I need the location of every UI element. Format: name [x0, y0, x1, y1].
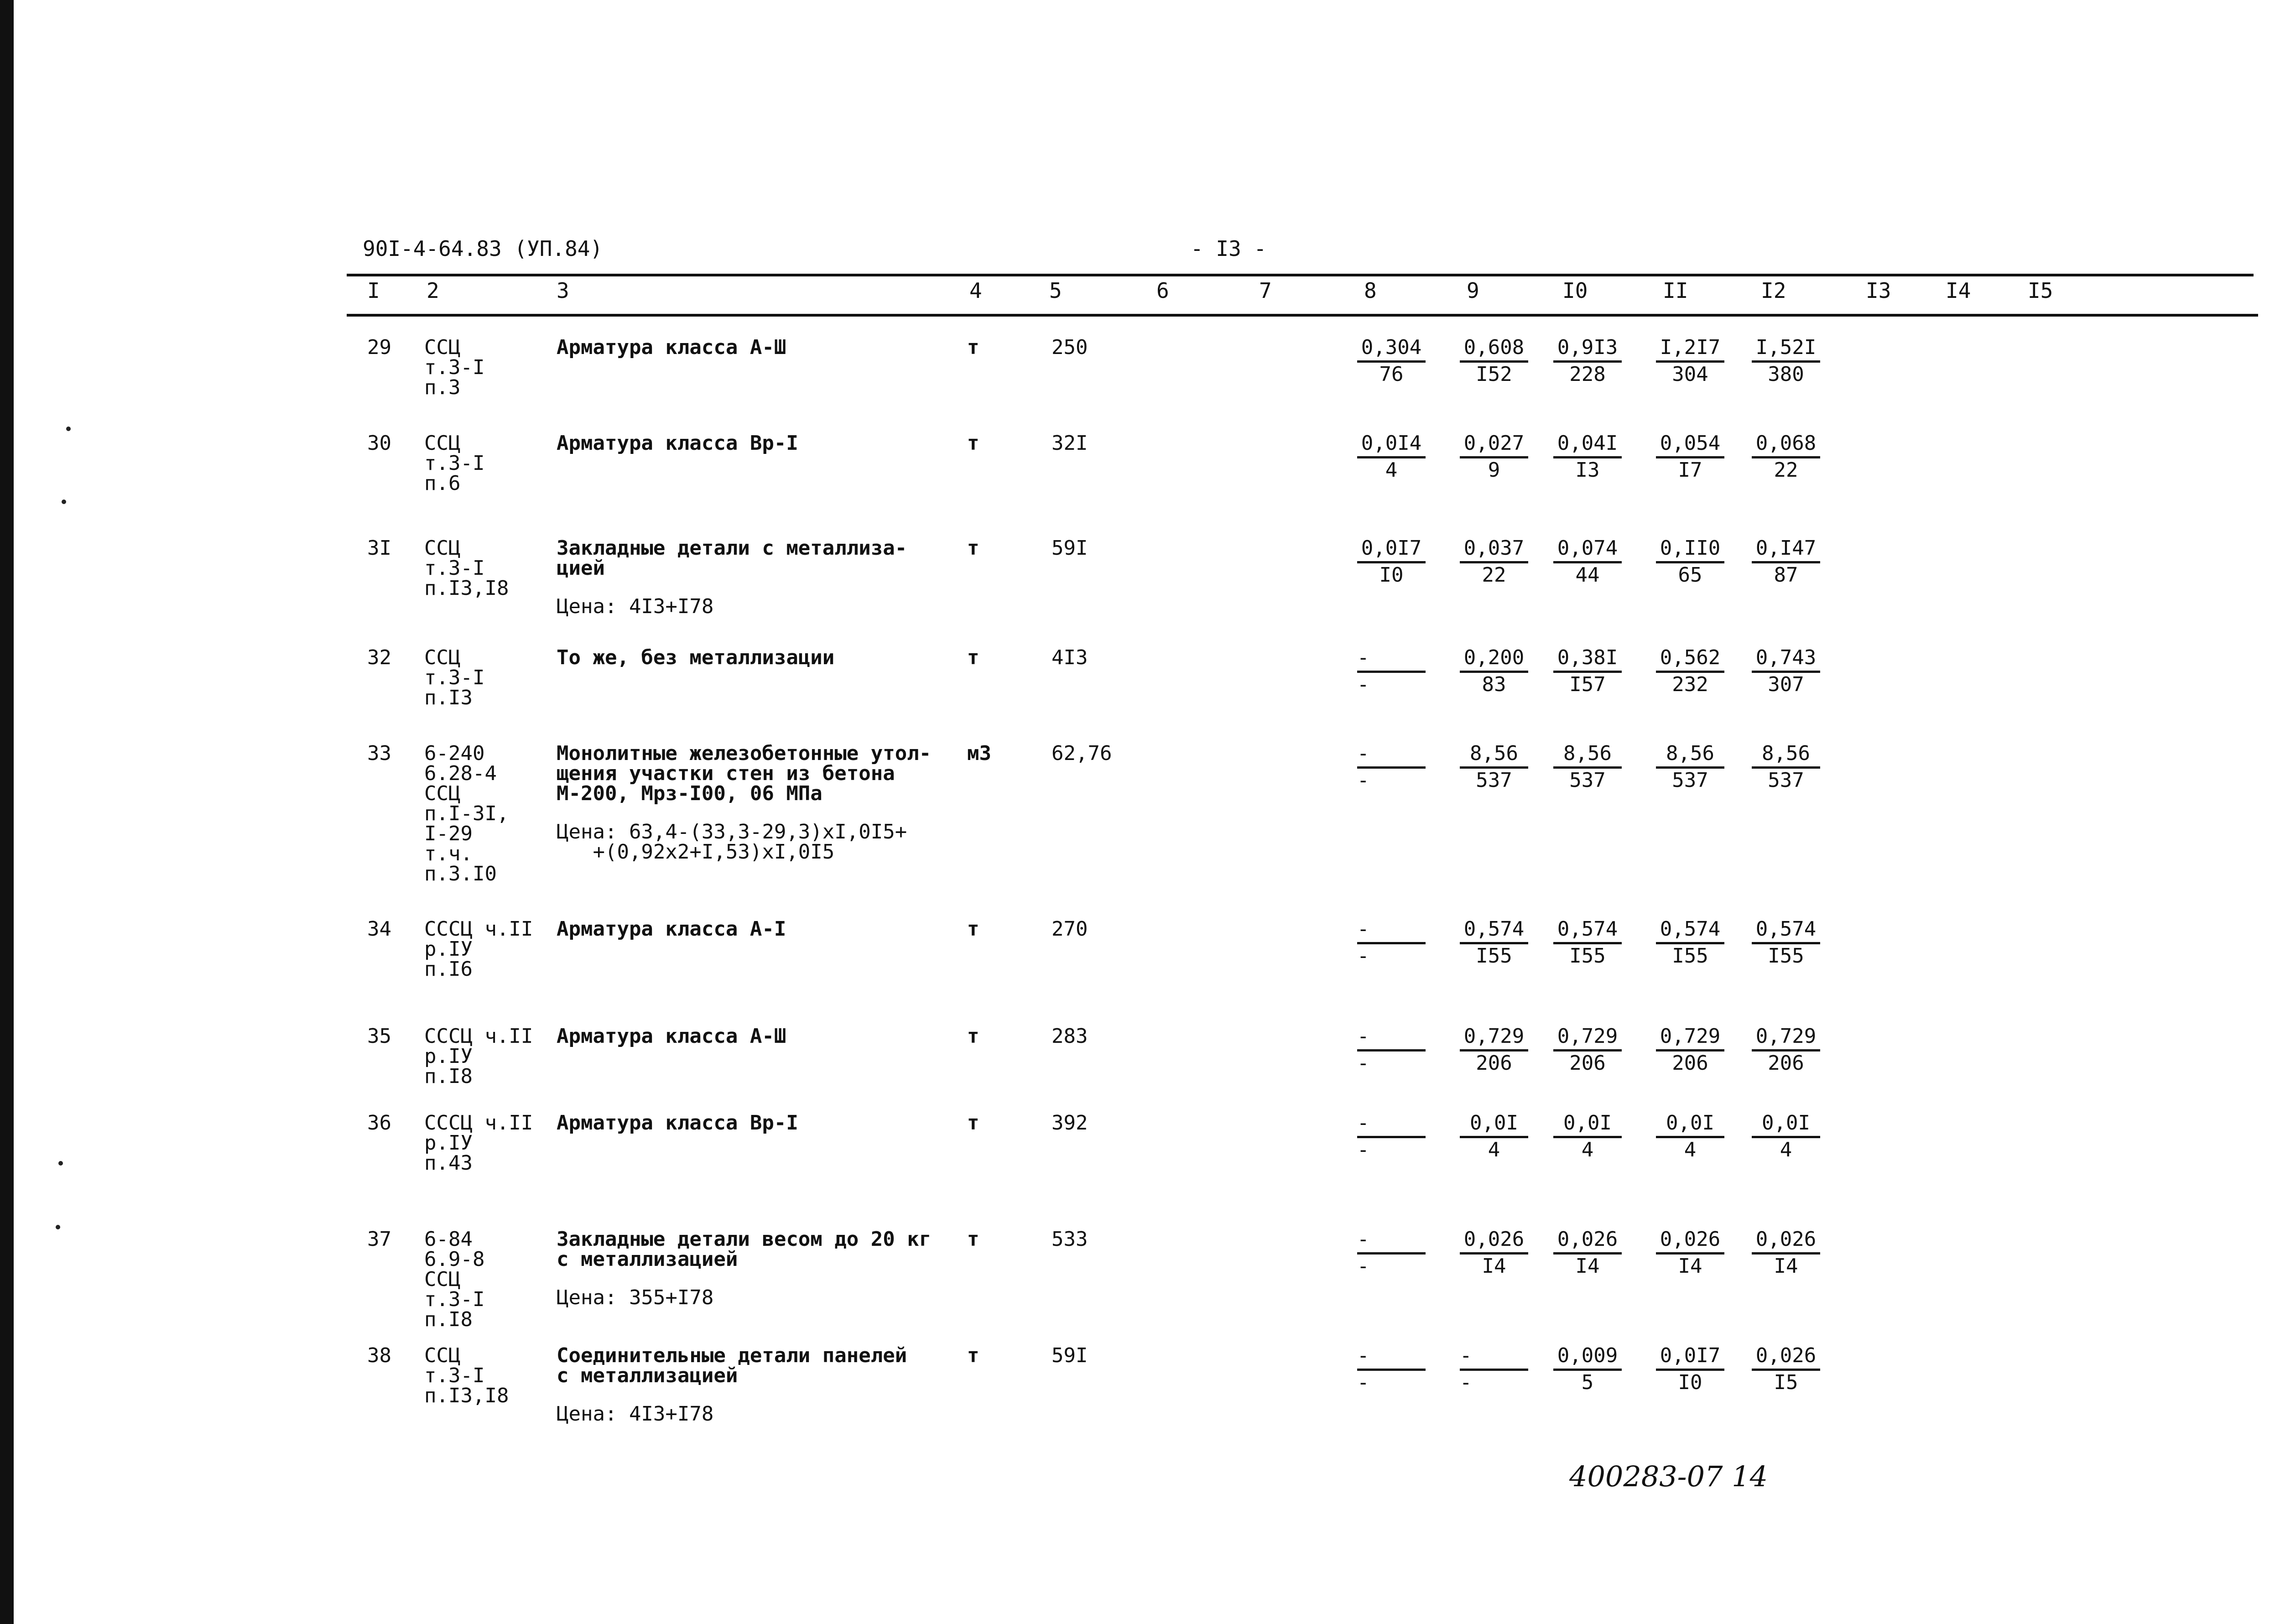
row-value-c9 — [1460, 433, 1528, 480]
col-header-3: 3 — [557, 278, 569, 303]
value-denominator: 206 — [1768, 1051, 1804, 1075]
value-numerator: 0,074 — [1553, 538, 1622, 563]
row-value-c9 — [1460, 1229, 1528, 1276]
value-denominator: 44 — [1575, 563, 1600, 587]
value-denominator: 76 — [1379, 363, 1404, 386]
row-price: 533 — [1052, 1228, 1088, 1251]
col-header-13: I3 — [1866, 278, 1891, 303]
value-denominator: I55 — [1569, 944, 1606, 968]
row-number: 29 — [367, 336, 391, 359]
row-value-c8 — [1357, 1346, 1426, 1393]
table-header-rule — [347, 314, 2258, 317]
value-denominator: 380 — [1768, 363, 1804, 386]
value-denominator: 4 — [1581, 1138, 1594, 1161]
value-numerator: 0,04I — [1553, 433, 1622, 458]
value-numerator: 0,0I — [1460, 1113, 1528, 1138]
row-value-c11 — [1656, 538, 1724, 585]
row-value-c8 — [1357, 1113, 1426, 1160]
value-numerator: 8,56 — [1460, 744, 1528, 769]
row-reference: ССЦ т.3-I п.I3,I8 — [424, 536, 509, 600]
row-value-c9 — [1460, 919, 1528, 966]
value-denominator: I0 — [1379, 563, 1404, 587]
value-denominator: 4 — [1684, 1138, 1697, 1161]
row-unit: т — [967, 1228, 979, 1251]
col-header-6: 6 — [1156, 278, 1169, 303]
value-numerator: - — [1357, 1113, 1426, 1138]
row-value-c8 — [1357, 648, 1426, 695]
value-numerator: 0,200 — [1460, 648, 1528, 673]
row-value-c9 — [1460, 1113, 1528, 1160]
value-denominator: I55 — [1476, 944, 1512, 968]
value-numerator: 0,38I — [1553, 648, 1622, 673]
row-number: 33 — [367, 742, 391, 765]
row-unit: м3 — [967, 742, 991, 765]
row-value-c9 — [1460, 1346, 1528, 1393]
row-value-c12 — [1752, 538, 1820, 585]
col-header-5: 5 — [1049, 278, 1062, 303]
row-name: Закладные детали с металлиза- цией — [557, 536, 907, 580]
row-unit: т — [967, 432, 979, 455]
value-numerator: 0,0I7 — [1357, 538, 1426, 563]
col-header-7: 7 — [1259, 278, 1272, 303]
row-price: 59I — [1052, 1344, 1088, 1367]
value-numerator: 0,729 — [1656, 1026, 1724, 1051]
value-denominator: - — [1357, 1138, 1369, 1161]
value-denominator: I4 — [1774, 1254, 1798, 1278]
row-price: 392 — [1052, 1111, 1088, 1135]
value-denominator: 9 — [1488, 458, 1500, 482]
row-value-c10 — [1553, 744, 1622, 791]
value-denominator: 22 — [1482, 563, 1506, 587]
value-numerator: 0,026 — [1553, 1229, 1622, 1254]
page-number: - I3 - — [1191, 236, 1267, 261]
value-numerator: 0,I47 — [1752, 538, 1820, 563]
value-denominator: 206 — [1672, 1051, 1708, 1075]
value-denominator: - — [1357, 1254, 1369, 1278]
value-denominator: 4 — [1780, 1138, 1792, 1161]
value-numerator: 0,9I3 — [1553, 338, 1622, 363]
value-denominator: 22 — [1774, 458, 1798, 482]
row-name: Арматура класса А-Ш — [557, 1025, 786, 1048]
value-numerator: 0,0I — [1553, 1113, 1622, 1138]
row-name: Арматура класса А-I — [557, 917, 786, 941]
row-value-c12 — [1752, 1229, 1820, 1276]
value-numerator: 0,304 — [1357, 338, 1426, 363]
value-numerator: 8,56 — [1656, 744, 1724, 769]
row-value-c11 — [1656, 1346, 1724, 1393]
row-value-c11 — [1656, 919, 1724, 966]
row-value-c8 — [1357, 338, 1426, 385]
value-denominator: - — [1357, 769, 1369, 792]
value-numerator: - — [1357, 1229, 1426, 1254]
row-reference: ССЦ т.3-I п.I3 — [424, 646, 485, 709]
col-header-2: 2 — [427, 278, 439, 303]
row-number: 37 — [367, 1228, 391, 1251]
row-value-c11 — [1656, 648, 1724, 695]
row-name: То же, без металлизации — [557, 646, 835, 669]
row-value-c10 — [1553, 1346, 1622, 1393]
value-numerator: 0,743 — [1752, 648, 1820, 673]
row-value-c11 — [1656, 338, 1724, 385]
row-value-c12 — [1752, 919, 1820, 966]
value-numerator: 0,037 — [1460, 538, 1528, 563]
row-reference: 6-84 6.9-8 ССЦ т.3-I п.I8 — [424, 1228, 485, 1331]
value-numerator: 0,026 — [1460, 1229, 1528, 1254]
value-denominator: I55 — [1768, 944, 1804, 968]
value-denominator: 83 — [1482, 673, 1506, 696]
value-numerator: - — [1357, 1026, 1426, 1051]
row-unit: т — [967, 646, 979, 669]
value-numerator: - — [1357, 919, 1426, 944]
value-numerator: - — [1357, 1346, 1426, 1371]
row-price-formula: Цена: 355+I78 — [557, 1286, 714, 1309]
row-price: 270 — [1052, 917, 1088, 941]
value-numerator: 0,608 — [1460, 338, 1528, 363]
row-value-c11 — [1656, 744, 1724, 791]
row-number: 38 — [367, 1344, 391, 1367]
row-name: Арматура класса Вр-I — [557, 432, 798, 455]
row-number: 35 — [367, 1025, 391, 1048]
scan-left-border — [0, 0, 14, 1624]
row-value-c8 — [1357, 1026, 1426, 1073]
row-reference: 6-240 6.28-4 ССЦ п.I-3I, I-29 т.ч. п.3.I0 — [424, 742, 509, 885]
value-denominator: 87 — [1774, 563, 1798, 587]
row-value-c10 — [1553, 338, 1622, 385]
scan-speck — [58, 1161, 63, 1166]
row-price: 59I — [1052, 536, 1088, 560]
value-numerator: 8,56 — [1752, 744, 1820, 769]
table-top-rule — [347, 274, 2254, 276]
col-header-8: 8 — [1364, 278, 1377, 303]
value-denominator: - — [1357, 944, 1369, 968]
row-name: Соединительные детали панелей с металлизацией — [557, 1344, 907, 1387]
row-value-c9 — [1460, 338, 1528, 385]
row-value-c12 — [1752, 648, 1820, 695]
value-denominator: 206 — [1476, 1051, 1512, 1075]
row-name: Арматура класса Вр-I — [557, 1111, 798, 1135]
value-numerator: I,2I7 — [1656, 338, 1724, 363]
row-unit: т — [967, 1344, 979, 1367]
row-reference: СССЦ ч.II р.IУ п.I6 — [424, 917, 533, 981]
row-number: 34 — [367, 917, 391, 941]
value-denominator: - — [1460, 1371, 1472, 1394]
value-numerator: - — [1357, 744, 1426, 769]
row-value-c10 — [1553, 919, 1622, 966]
row-value-c10 — [1553, 433, 1622, 480]
row-value-c10 — [1553, 648, 1622, 695]
value-denominator: - — [1357, 1371, 1369, 1394]
row-value-c11 — [1656, 433, 1724, 480]
row-value-c11 — [1656, 1113, 1724, 1160]
row-value-c10 — [1553, 1229, 1622, 1276]
col-header-9: 9 — [1467, 278, 1479, 303]
row-value-c12 — [1752, 1026, 1820, 1073]
value-denominator: 65 — [1678, 563, 1702, 587]
value-numerator: 0,729 — [1553, 1026, 1622, 1051]
row-value-c8 — [1357, 919, 1426, 966]
row-price: 62,76 — [1052, 742, 1112, 765]
value-denominator: I4 — [1575, 1254, 1600, 1278]
value-denominator: 5 — [1581, 1371, 1594, 1394]
row-value-c11 — [1656, 1026, 1724, 1073]
value-denominator: 304 — [1672, 363, 1708, 386]
value-numerator: 0,054 — [1656, 433, 1724, 458]
value-numerator: 0,026 — [1656, 1229, 1724, 1254]
value-numerator: 0,027 — [1460, 433, 1528, 458]
row-value-c8 — [1357, 1229, 1426, 1276]
value-numerator: 0,729 — [1460, 1026, 1528, 1051]
scan-speck — [56, 1225, 60, 1229]
value-numerator: - — [1460, 1346, 1528, 1371]
col-header-11: II — [1663, 278, 1688, 303]
row-price-formula: Цена: 63,4-(33,3-29,3)хI,0I5+ +(0,92х2+I,53)хI,0I5 — [557, 820, 907, 864]
row-price-formula: Цена: 4I3+I78 — [557, 1402, 714, 1426]
document-code: 90I-4-64.83 (УП.84) — [363, 236, 603, 261]
value-denominator: 537 — [1672, 769, 1708, 792]
value-denominator: 537 — [1476, 769, 1512, 792]
row-price: 250 — [1052, 336, 1088, 359]
value-denominator: I7 — [1678, 458, 1702, 482]
scan-speck — [62, 500, 66, 504]
row-value-c8 — [1357, 433, 1426, 480]
value-numerator: 0,574 — [1656, 919, 1724, 944]
value-numerator: 0,026 — [1752, 1346, 1820, 1371]
row-reference: ССЦ т.3-I п.I3,I8 — [424, 1344, 509, 1407]
value-numerator: 0,729 — [1752, 1026, 1820, 1051]
value-denominator: 537 — [1569, 769, 1606, 792]
row-value-c8 — [1357, 538, 1426, 585]
row-number: 3I — [367, 536, 391, 560]
row-unit: т — [967, 336, 979, 359]
value-numerator: 0,574 — [1460, 919, 1528, 944]
value-denominator: I3 — [1575, 458, 1600, 482]
row-value-c10 — [1553, 1026, 1622, 1073]
value-numerator: 0,0I7 — [1656, 1346, 1724, 1371]
value-denominator: I0 — [1678, 1371, 1702, 1394]
row-unit: т — [967, 1111, 979, 1135]
value-denominator: 206 — [1569, 1051, 1606, 1075]
value-numerator: 0,009 — [1553, 1346, 1622, 1371]
value-numerator: 0,0I — [1656, 1113, 1724, 1138]
row-value-c12 — [1752, 433, 1820, 480]
row-value-c12 — [1752, 744, 1820, 791]
row-number: 30 — [367, 432, 391, 455]
value-denominator: I4 — [1678, 1254, 1702, 1278]
row-price-formula: Цена: 4I3+I78 — [557, 595, 714, 618]
row-value-c12 — [1752, 338, 1820, 385]
archive-stamp: 400283-07 14 — [1569, 1460, 1768, 1493]
value-denominator: - — [1357, 1051, 1369, 1075]
row-value-c12 — [1752, 1346, 1820, 1393]
value-denominator: 232 — [1672, 673, 1708, 696]
row-value-c9 — [1460, 1026, 1528, 1073]
col-header-14: I4 — [1946, 278, 1971, 303]
row-price: 32I — [1052, 432, 1088, 455]
row-price: 283 — [1052, 1025, 1088, 1048]
value-denominator: 4 — [1385, 458, 1398, 482]
row-value-c12 — [1752, 1113, 1820, 1160]
row-unit: т — [967, 536, 979, 560]
row-price: 4I3 — [1052, 646, 1088, 669]
value-denominator: 4 — [1488, 1138, 1500, 1161]
col-header-12: I2 — [1761, 278, 1786, 303]
row-value-c9 — [1460, 744, 1528, 791]
col-header-15: I5 — [2028, 278, 2053, 303]
value-numerator: 0,574 — [1752, 919, 1820, 944]
row-number: 32 — [367, 646, 391, 669]
value-numerator: I,52I — [1752, 338, 1820, 363]
value-denominator: I4 — [1482, 1254, 1506, 1278]
row-reference: СССЦ ч.II р.IУ п.43 — [424, 1111, 533, 1175]
value-denominator: 228 — [1569, 363, 1606, 386]
value-numerator: 0,562 — [1656, 648, 1724, 673]
row-unit: т — [967, 1025, 979, 1048]
row-value-c10 — [1553, 1113, 1622, 1160]
row-unit: т — [967, 917, 979, 941]
value-denominator: I52 — [1476, 363, 1512, 386]
value-denominator: I55 — [1672, 944, 1708, 968]
row-name: Монолитные железобетонные утол- щения участки стен из бетона М-200, Мрз-I00, 06 МПа — [557, 742, 932, 805]
row-value-c11 — [1656, 1229, 1724, 1276]
value-numerator: 8,56 — [1553, 744, 1622, 769]
row-reference: ССЦ т.3-I п.6 — [424, 432, 485, 495]
value-numerator: - — [1357, 648, 1426, 673]
row-number: 36 — [367, 1111, 391, 1135]
row-reference: СССЦ ч.II р.IУ п.I8 — [424, 1025, 533, 1088]
col-header-1: I — [367, 278, 380, 303]
row-value-c8 — [1357, 744, 1426, 791]
value-denominator: I5 — [1774, 1371, 1798, 1394]
value-denominator: 537 — [1768, 769, 1804, 792]
col-header-10: I0 — [1562, 278, 1588, 303]
row-name: Закладные детали весом до 20 кг с металлизацией — [557, 1228, 932, 1271]
row-value-c9 — [1460, 648, 1528, 695]
row-reference: ССЦ т.3-I п.3 — [424, 336, 485, 399]
scan-speck — [66, 427, 71, 431]
value-numerator: 0,574 — [1553, 919, 1622, 944]
value-numerator: 0,II0 — [1656, 538, 1724, 563]
value-denominator: I57 — [1569, 673, 1606, 696]
value-numerator: 0,026 — [1752, 1229, 1820, 1254]
row-value-c9 — [1460, 538, 1528, 585]
row-value-c10 — [1553, 538, 1622, 585]
row-name: Арматура класса А-Ш — [557, 336, 786, 359]
value-denominator: 307 — [1768, 673, 1804, 696]
value-numerator: 0,0I — [1752, 1113, 1820, 1138]
value-denominator: - — [1357, 673, 1369, 696]
value-numerator: 0,068 — [1752, 433, 1820, 458]
value-numerator: 0,0I4 — [1357, 433, 1426, 458]
col-header-4: 4 — [969, 278, 982, 303]
